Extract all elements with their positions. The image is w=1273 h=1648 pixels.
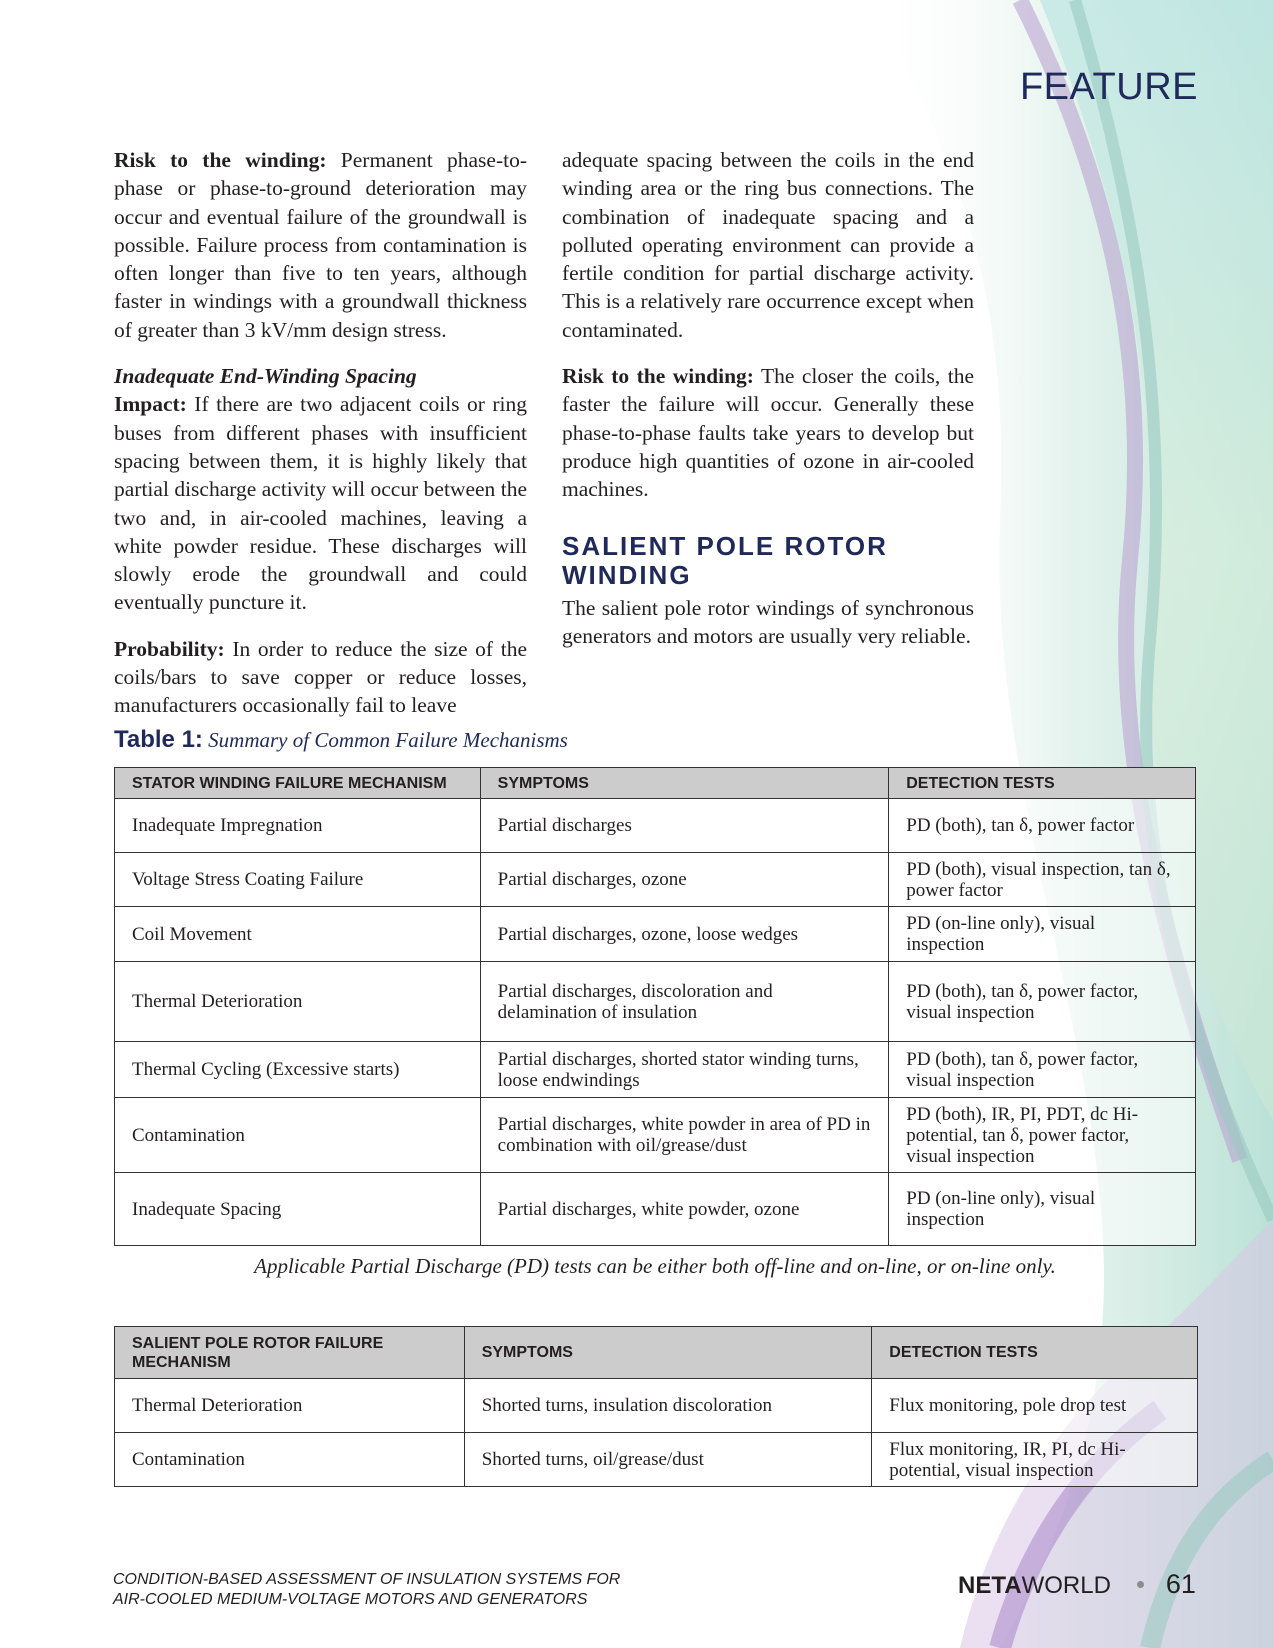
table-cell: Partial discharges, discoloration and delamination of insulation [480,962,889,1042]
header-cell: DETECTION TESTS [872,1327,1198,1379]
subheading: Inadequate End-Winding Spacing [114,364,417,389]
table-cell: Partial discharges [480,799,889,853]
table-row [115,962,1196,1042]
paragraph-probability [114,635,527,720]
paragraph-risk-2 [562,362,974,503]
paragraph-lead: Risk to the winding: [562,364,754,389]
paragraph-continued: adequate spacing between the coils in the end winding area or the ring bus connections. The combination of inadequate spacing and a polluted operating environment can provide a fertile condition for partial discharge activity. This is a relatively rare occurrence except when contaminated. [562,148,974,342]
table-row [115,907,1196,962]
paragraph-body: In order to reduce the size of the coils/bars to save copper or reduce losses, manufacturers occasionally fail to leave [114,636,527,718]
table-title [114,726,568,754]
table-cell: PD (both), visual inspection, tan δ, power factor [889,853,1196,907]
table-cell: Flux monitoring, IR, PI, dc Hi-potential, visual inspection [872,1433,1198,1487]
footer-title-line: AIR-COOLED MEDIUM-VOLTAGE MOTORS AND GENERATORS [113,1591,588,1608]
table-cell: Voltage Stress Coating Failure [115,853,481,907]
table-row [115,1379,1198,1433]
table-row [115,1173,1196,1246]
rotor-failure-table [114,1326,1198,1487]
table-cell: PD (on-line only), visual inspection [889,907,1196,962]
table-row [115,1433,1198,1487]
table-cell: Thermal Cycling (Excessive starts) [115,1042,481,1098]
table-cell: Partial discharges, white powder in area of PD in combination with oil/grease/dust [480,1098,889,1173]
table-label: Table 1: [114,726,203,753]
publication-footer [958,1569,1196,1600]
table-cell: PD (both), IR, PI, PDT, dc Hi-potential, tan δ, power factor, visual inspection [889,1098,1196,1173]
table-row [115,1098,1196,1173]
table-cell: PD (both), tan δ, power factor, visual inspection [889,1042,1196,1098]
section-heading: SALIENT POLE ROTOR WINDING [562,530,888,590]
footer-title-line: CONDITION-BASED ASSESSMENT OF INSULATION SYSTEMS FOR [113,1571,621,1588]
table-row [115,1042,1196,1098]
table-footnote: Applicable Partial Discharge (PD) tests can be either both off-line and on-line, or on-line only. [254,1254,1056,1278]
table-cell: Partial discharges, ozone, loose wedges [480,907,889,962]
footer-article-title [113,1570,620,1610]
table-cell: Partial discharges, ozone [480,853,889,907]
header-cell: SYMPTOMS [480,768,889,799]
header-cell: SALIENT POLE ROTOR FAILURE MECHANISM [115,1327,465,1379]
paragraph-lead: Probability: [114,636,225,661]
table-cell: Inadequate Impregnation [115,799,481,853]
paragraph-body: The closer the coils, the faster the failure will occur. Generally these phase-to-phase faults take years to develop but produce high quantities of ozone in air-cooled machines. [562,364,974,502]
table-cell: PD (both), tan δ, power factor [889,799,1196,853]
table-caption: Summary of Common Failure Mechanisms [202,728,568,752]
paragraph-lead: Impact: [114,392,187,417]
left-text-column [114,146,527,738]
page-number: 61 [1165,1569,1196,1599]
paragraph-body: Permanent phase-to-phase or phase-to-ground deterioration may occur and eventual failure of the groundwall is possible. Failure process from contamination is often longer than five to ten years, although faster in windings with a groundwall thickness of greater than 3 kV/mm design stress. [114,148,527,342]
stator-failure-table [114,767,1196,1246]
table-cell: Thermal Deterioration [115,1379,465,1433]
header-cell: STATOR WINDING FAILURE MECHANISM [115,768,481,799]
table-cell: Thermal Deterioration [115,962,481,1042]
table-cell: Contamination [115,1433,465,1487]
brand-name-bold: NETA [958,1572,1022,1599]
paragraph-salient: The salient pole rotor windings of synchronous generators and motors are usually very reliable. [562,595,974,648]
paragraph-lead: Risk to the winding: [114,148,327,172]
table-row [115,799,1196,853]
table-cell: Partial discharges, white powder, ozone [480,1173,889,1246]
header-cell: DETECTION TESTS [889,768,1196,799]
table-cell: Shorted turns, insulation discoloration [464,1379,872,1433]
table-header-row [115,768,1196,799]
header-cell: SYMPTOMS [464,1327,872,1379]
separator-dot-icon [1137,1581,1144,1588]
table-cell: Flux monitoring, pole drop test [872,1379,1198,1433]
table-cell: Inadequate Spacing [115,1173,481,1246]
table-cell: Partial discharges, shorted stator winding turns, loose endwindings [480,1042,889,1098]
table-cell: Coil Movement [115,907,481,962]
paragraph-body: If there are two adjacent coils or ring buses from different phases with insufficient spacing between them, it is highly likely that partial discharge activity will occur between the two and, in air-cooled machines, leaving a white powder residue. These discharges will slowly erode the groundwall and could eventually puncture it. [114,392,527,615]
paragraph-risk [114,146,527,344]
table-cell: Shorted turns, oil/grease/dust [464,1433,872,1487]
table-row [115,853,1196,907]
brand-name-light: WORLD [1021,1572,1111,1599]
right-text-column [562,146,974,668]
table-cell: Contamination [115,1098,481,1173]
table-header-row [115,1327,1198,1379]
section-label: FEATURE [1019,66,1198,108]
paragraph-impact [114,362,527,617]
table-cell: PD (both), tan δ, power factor, visual inspection [889,962,1196,1042]
table-cell: PD (on-line only), visual inspection [889,1173,1196,1246]
